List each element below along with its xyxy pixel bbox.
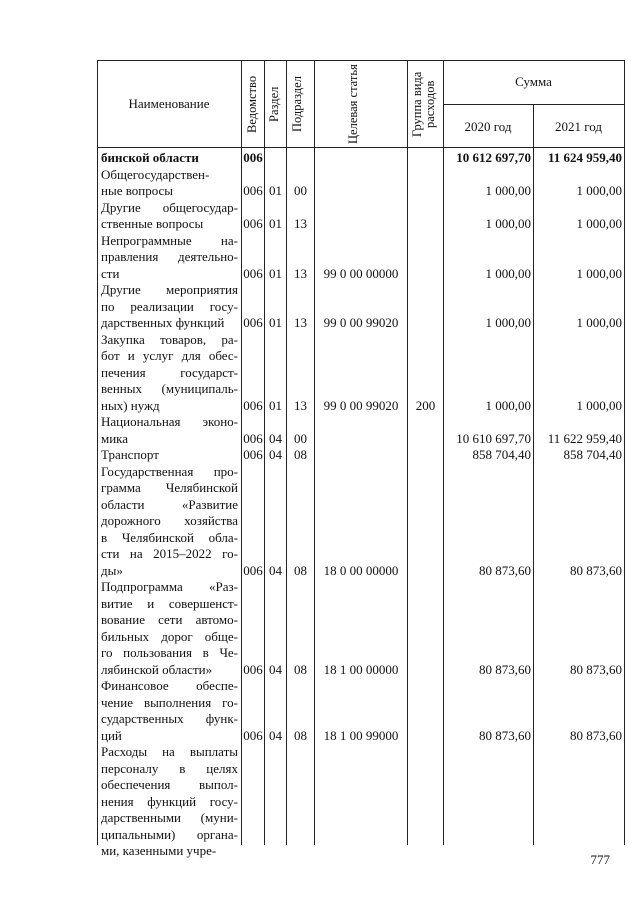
header-year-2020: 2020 год xyxy=(464,119,512,134)
row-name xyxy=(101,678,238,744)
row-cell-pod: 00 xyxy=(294,183,307,198)
row-name xyxy=(101,744,238,860)
header-vedomstvo: Ведомство xyxy=(245,75,259,133)
row-cell-raz: 04 xyxy=(269,430,282,446)
row-name xyxy=(101,233,238,283)
row-name-line: Общегосударствен- xyxy=(101,166,210,182)
row-name-line: Финансовое обеспе- xyxy=(101,678,238,693)
row-name-line: го пользования в Че- xyxy=(101,645,238,660)
row-name-line: Национальная эконо- xyxy=(101,414,238,429)
row-name xyxy=(101,447,238,464)
row-cell-raz: 04 xyxy=(269,661,282,677)
row-cell-cs: 99 0 00 99020 xyxy=(323,397,399,413)
row-name-line: печения государст- xyxy=(101,364,238,380)
row-cell-ved: 006 xyxy=(243,216,263,231)
row-name-line: ций xyxy=(101,727,122,743)
row-name-line: Расходы на выплаты xyxy=(101,744,238,759)
row-name-line: бинской области xyxy=(101,150,199,165)
header-top-border xyxy=(97,60,624,61)
row-cell-v2: 11 622 959,40 xyxy=(547,430,622,446)
row-name-line: витие и совершенст- xyxy=(101,595,238,611)
row-name-line: сти xyxy=(101,265,120,281)
row-cell-v2: 80 873,60 xyxy=(570,661,622,677)
row-name xyxy=(101,282,238,332)
row-cell-ved: 006 xyxy=(243,183,263,198)
page-number: 777 xyxy=(590,852,610,867)
col-border-right xyxy=(624,60,625,845)
row-name-line: Государственная про- xyxy=(101,463,238,479)
row-cell-v2: 1 000,00 xyxy=(576,397,622,413)
row-cell-pod: 08 xyxy=(294,562,307,578)
row-cell-ved: 006 xyxy=(243,315,263,330)
row-name-line: ципальными) органа- xyxy=(101,826,238,842)
row-name-line: вование сети автомо- xyxy=(101,612,238,627)
row-name-line: дарственными (муни- xyxy=(101,810,238,825)
row-cell-v1: 1 000,00 xyxy=(485,183,531,198)
row-cell-ved: 006 xyxy=(243,397,263,413)
row-cell-pod: 08 xyxy=(294,447,307,462)
row-cell-v2: 1 000,00 xyxy=(576,183,622,198)
row-name xyxy=(101,332,238,415)
row-name-line: области «Развитие xyxy=(101,496,238,512)
row-cell-ved: 006 xyxy=(243,727,263,743)
row-name-line: персоналу в целях xyxy=(101,760,238,776)
header-razdel: Раздел xyxy=(267,86,281,122)
row-cell-raz: 04 xyxy=(269,562,282,578)
row-name xyxy=(101,414,238,447)
header-podrazdel: Подраздел xyxy=(290,76,304,132)
row-cell-ved: 006 xyxy=(243,447,263,462)
row-cell-raz: 04 xyxy=(269,727,282,743)
row-cell-pod: 00 xyxy=(294,430,307,446)
row-cell-pod: 13 xyxy=(294,315,307,330)
row-name-line: ные вопросы xyxy=(101,183,174,198)
row-name-line: Подпрограмма «Раз- xyxy=(101,579,238,594)
row-cell-v2: 11 624 959,40 xyxy=(547,150,622,165)
row-name-line: дорожного хозяйства xyxy=(101,513,238,528)
row-name xyxy=(101,167,238,200)
row-name-line: венных (муниципаль- xyxy=(101,381,238,396)
row-name-line: бильных дорог обще- xyxy=(101,628,238,644)
row-name-line: мика xyxy=(101,430,129,446)
header-sum: Сумма xyxy=(515,74,552,89)
row-cell-raz: 01 xyxy=(269,265,282,281)
header-year-2021: 2021 год xyxy=(555,119,602,134)
row-name-line: сти на 2015–2022 го- xyxy=(101,546,238,561)
row-name-line: в Челябинской обла- xyxy=(101,529,238,545)
col-border-vr xyxy=(407,60,408,845)
row-name-line: по реализации госу- xyxy=(101,298,238,314)
row-cell-ved: 006 xyxy=(243,265,263,281)
row-cell-raz: 01 xyxy=(269,216,282,231)
row-cell-v1: 10 612 697,70 xyxy=(456,150,531,165)
row-name xyxy=(101,464,238,580)
row-cell-v1: 1 000,00 xyxy=(485,397,531,413)
row-cell-cs: 18 1 00 00000 xyxy=(323,661,399,677)
row-cell-v2: 858 704,40 xyxy=(563,447,622,462)
row-name xyxy=(101,200,238,233)
row-cell-cs: 99 0 00 99020 xyxy=(323,315,399,330)
row-cell-v2: 1 000,00 xyxy=(576,216,622,231)
col-border-left xyxy=(97,60,98,845)
row-cell-v2: 80 873,60 xyxy=(570,562,622,578)
row-name-line: нения функций госу- xyxy=(101,793,238,809)
row-name-line: ных) нужд xyxy=(101,397,160,413)
row-cell-pod: 13 xyxy=(294,397,307,413)
row-name-line: обеспечения выпол- xyxy=(101,777,238,792)
row-name-line: ми, казенными учре- xyxy=(101,843,217,858)
header-target: Целевая статья xyxy=(346,64,360,144)
row-name-line: правления деятельно- xyxy=(101,249,238,264)
row-cell-ved: 006 xyxy=(243,562,263,578)
row-cell-pod: 13 xyxy=(294,216,307,231)
row-cell-v1: 80 873,60 xyxy=(479,661,531,677)
row-name-line: Непрограммные на- xyxy=(101,232,238,248)
row-name-line: Закупка товаров, ра- xyxy=(101,331,238,347)
row-name-line: ды» xyxy=(101,562,123,578)
row-cell-raz: 01 xyxy=(269,397,282,413)
row-name xyxy=(101,579,238,678)
row-cell-pod: 08 xyxy=(294,661,307,677)
row-name-line: Другие общегосудар- xyxy=(101,199,238,215)
row-name-line: дарственных функций xyxy=(101,315,225,330)
row-cell-ved: 006 xyxy=(243,150,263,165)
row-cell-v1: 1 000,00 xyxy=(485,265,531,281)
row-cell-v1: 80 873,60 xyxy=(479,562,531,578)
row-cell-v2: 1 000,00 xyxy=(576,315,622,330)
row-name-line: лябинской области» xyxy=(101,661,213,677)
header-group: Группа вида расходов xyxy=(410,71,437,137)
row-cell-v1: 858 704,40 xyxy=(472,447,531,462)
row-cell-raz: 01 xyxy=(269,183,282,198)
row-name-line: чение выполнения го- xyxy=(101,694,238,710)
row-cell-raz: 01 xyxy=(269,315,282,330)
row-cell-pod: 13 xyxy=(294,265,307,281)
row-cell-ved: 006 xyxy=(243,430,263,446)
row-cell-raz: 04 xyxy=(269,447,282,462)
row-cell-v2: 80 873,60 xyxy=(570,727,622,743)
row-cell-vr: 200 xyxy=(415,397,436,413)
row-cell-v2: 1 000,00 xyxy=(576,265,622,281)
row-name-line: сударственных функ- xyxy=(101,711,238,726)
row-name-line: бот и услуг для обес- xyxy=(101,348,238,363)
row-name xyxy=(101,150,238,167)
row-name-line: грамма Челябинской xyxy=(101,480,238,495)
row-cell-ved: 006 xyxy=(243,661,263,677)
row-name-line: ственные вопросы xyxy=(101,216,204,231)
row-name-line: Другие мероприятия xyxy=(101,282,238,297)
row-cell-pod: 08 xyxy=(294,727,307,743)
row-cell-cs: 18 0 00 00000 xyxy=(323,562,399,578)
header-bottom-border xyxy=(97,147,624,148)
header-name: Наименование xyxy=(128,96,210,111)
row-cell-v1: 80 873,60 xyxy=(479,727,531,743)
row-cell-v1: 10 610 697,70 xyxy=(456,430,531,446)
row-cell-v1: 1 000,00 xyxy=(485,315,531,330)
row-cell-v1: 1 000,00 xyxy=(485,216,531,231)
row-cell-cs: 18 1 00 99000 xyxy=(323,727,399,743)
row-cell-cs: 99 0 00 00000 xyxy=(323,265,399,281)
row-name-line: Транспорт xyxy=(101,447,159,462)
